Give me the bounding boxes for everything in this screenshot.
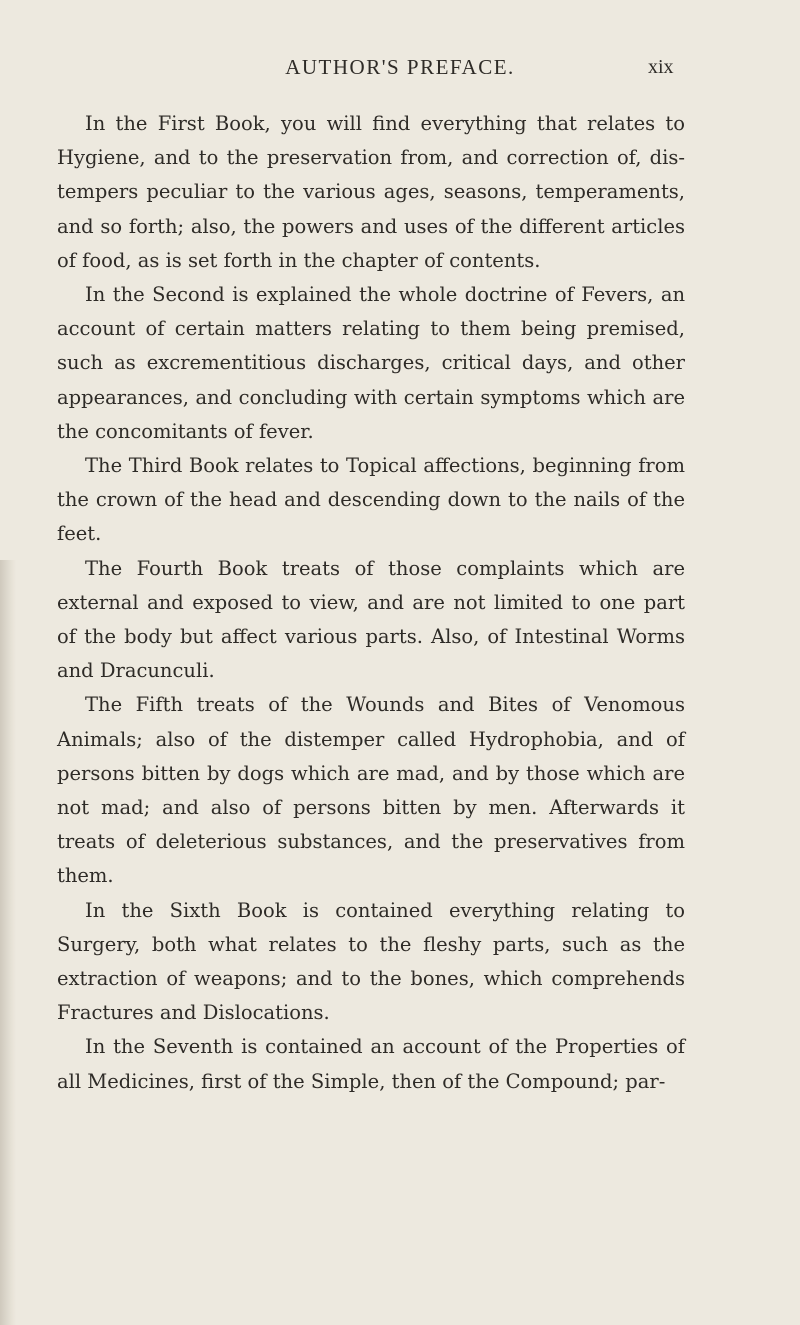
page-number: xix [648, 56, 674, 78]
paragraph-seventh-book: In the Seventh is contained an account of the Properties of all Medicines, first of the Simple, then of the Compound; par- [57, 1035, 685, 1093]
paragraph-fourth-book: The Fourth Book treats of those complaints which are external and exposed to view, and are not limited to one part of the body but affect various parts. Also, of Intestinal Worms and Dracunculi. [57, 556, 685, 683]
running-header [0, 52, 800, 82]
body-text [57, 107, 685, 1099]
paragraph-first-book: In the First Book, you will find everything that relates to Hygiene, and to the preservation from, and correction of, distempers peculiar to the various ages, seasons, temperaments, and so forth; also, the powers and uses of the different articles of food, as is set forth in the chapter of contents. [57, 112, 685, 272]
paragraph-third-book: The Third Book relates to Topical affections, beginning from the crown of the head and descending down to the nails of the feet. [57, 454, 685, 546]
paragraph-second-book: In the Second is explained the whole doctrine of Fevers, an account of certain matters relating to them being premised, such as excrementitious discharges, critical days, and other appearances, and concluding with certain symptoms which are the concomitants of fever. [57, 283, 685, 443]
paragraph-fifth-book: The Fifth treats of the Wounds and Bites of Venomous Animals; also of the distemper called Hydrophobia, and of persons bitten by dogs which are mad, and by those which are not mad; and also of persons bitten by men. Afterwards it treats of deleterious substances, and the preservatives from them. [57, 693, 685, 888]
page-edge-shadow [0, 560, 16, 1325]
page-title: AUTHOR'S PREFACE. [285, 55, 515, 79]
paragraph-sixth-book: In the Sixth Book is contained everything relating to Surgery, both what relates to the fleshy parts, such as the extraction of weapons; and to the bones, which comprehends Fractures and Dislocations. [57, 898, 685, 1025]
